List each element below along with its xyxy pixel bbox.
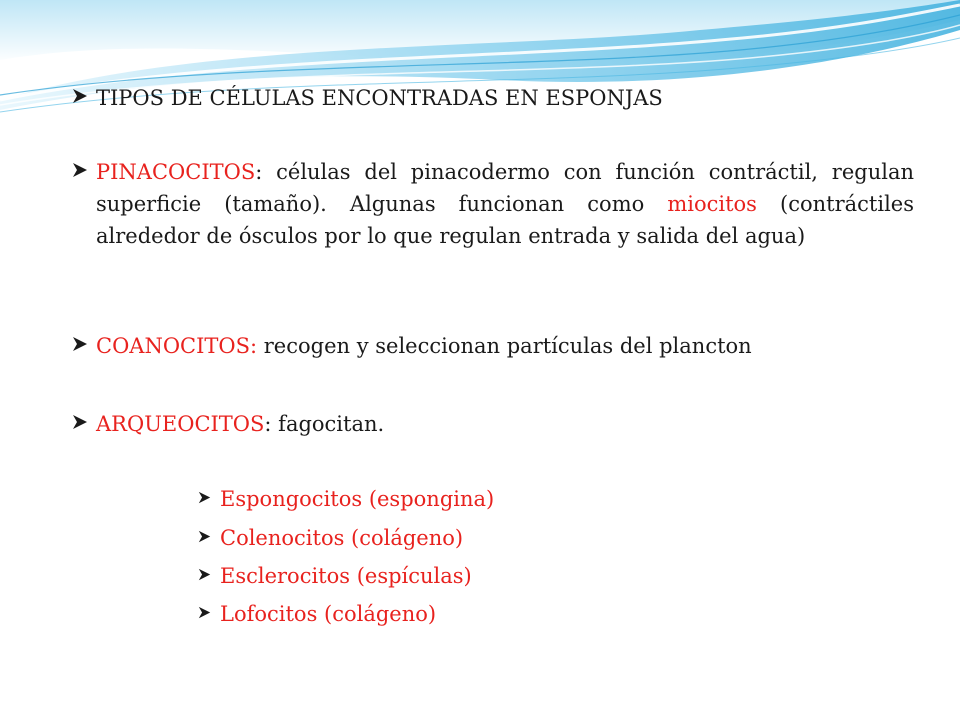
arrow-bullet-icon: [72, 162, 96, 178]
arqueocitos-item: [72, 408, 914, 440]
arrow-bullet-icon: [198, 491, 220, 507]
subtype-item: [198, 560, 472, 592]
coanocitos-desc: recogen y seleccionan partículas del plancton: [257, 334, 752, 358]
term-miocitos: miocitos: [667, 192, 757, 216]
coanocitos-item: [72, 330, 914, 362]
header-wave-decoration: [0, 0, 960, 140]
subtype-item: [198, 522, 463, 554]
term-pinacocitos: PINACOCITOS: [96, 160, 256, 184]
subtype-label: Lofocitos (colágeno): [220, 602, 437, 626]
pinacocitos-desc-a: : células del pinacodermo con función contráctil, regulan superficie (tamaño). Algunas funcionan como: [96, 160, 914, 216]
arrow-bullet-icon: [198, 530, 220, 546]
arrow-bullet-icon: [198, 568, 220, 584]
subtype-label: Colenocitos (colágeno): [220, 526, 464, 550]
slide-title: TIPOS DE CÉLULAS ENCONTRADAS EN ESPONJAS: [96, 86, 663, 110]
term-arqueocitos: ARQUEOCITOS: [96, 412, 265, 436]
arrow-bullet-icon: [72, 336, 96, 352]
subtype-label: Espongocitos (espongina): [220, 487, 495, 511]
arrow-bullet-icon: [198, 606, 220, 622]
slide-title-item: [72, 82, 912, 114]
coanocitos-text: [96, 330, 752, 362]
arqueocitos-desc: : fagocitan.: [264, 412, 385, 436]
pinacocitos-item: [72, 156, 914, 252]
arqueocitos-text: [96, 408, 384, 440]
term-coanocitos: COANOCITOS:: [96, 334, 258, 358]
subtype-item: [198, 598, 436, 630]
arrow-bullet-icon: [72, 88, 96, 104]
pinacocitos-text: [96, 156, 914, 252]
pinacocitos-desc-b: (contráctiles alrededor de ósculos por lo que regulan entrada y salida del agua): [96, 192, 914, 248]
subtype-label: Esclerocitos (espículas): [220, 564, 472, 588]
arrow-bullet-icon: [72, 414, 96, 430]
subtype-item: [198, 483, 494, 515]
